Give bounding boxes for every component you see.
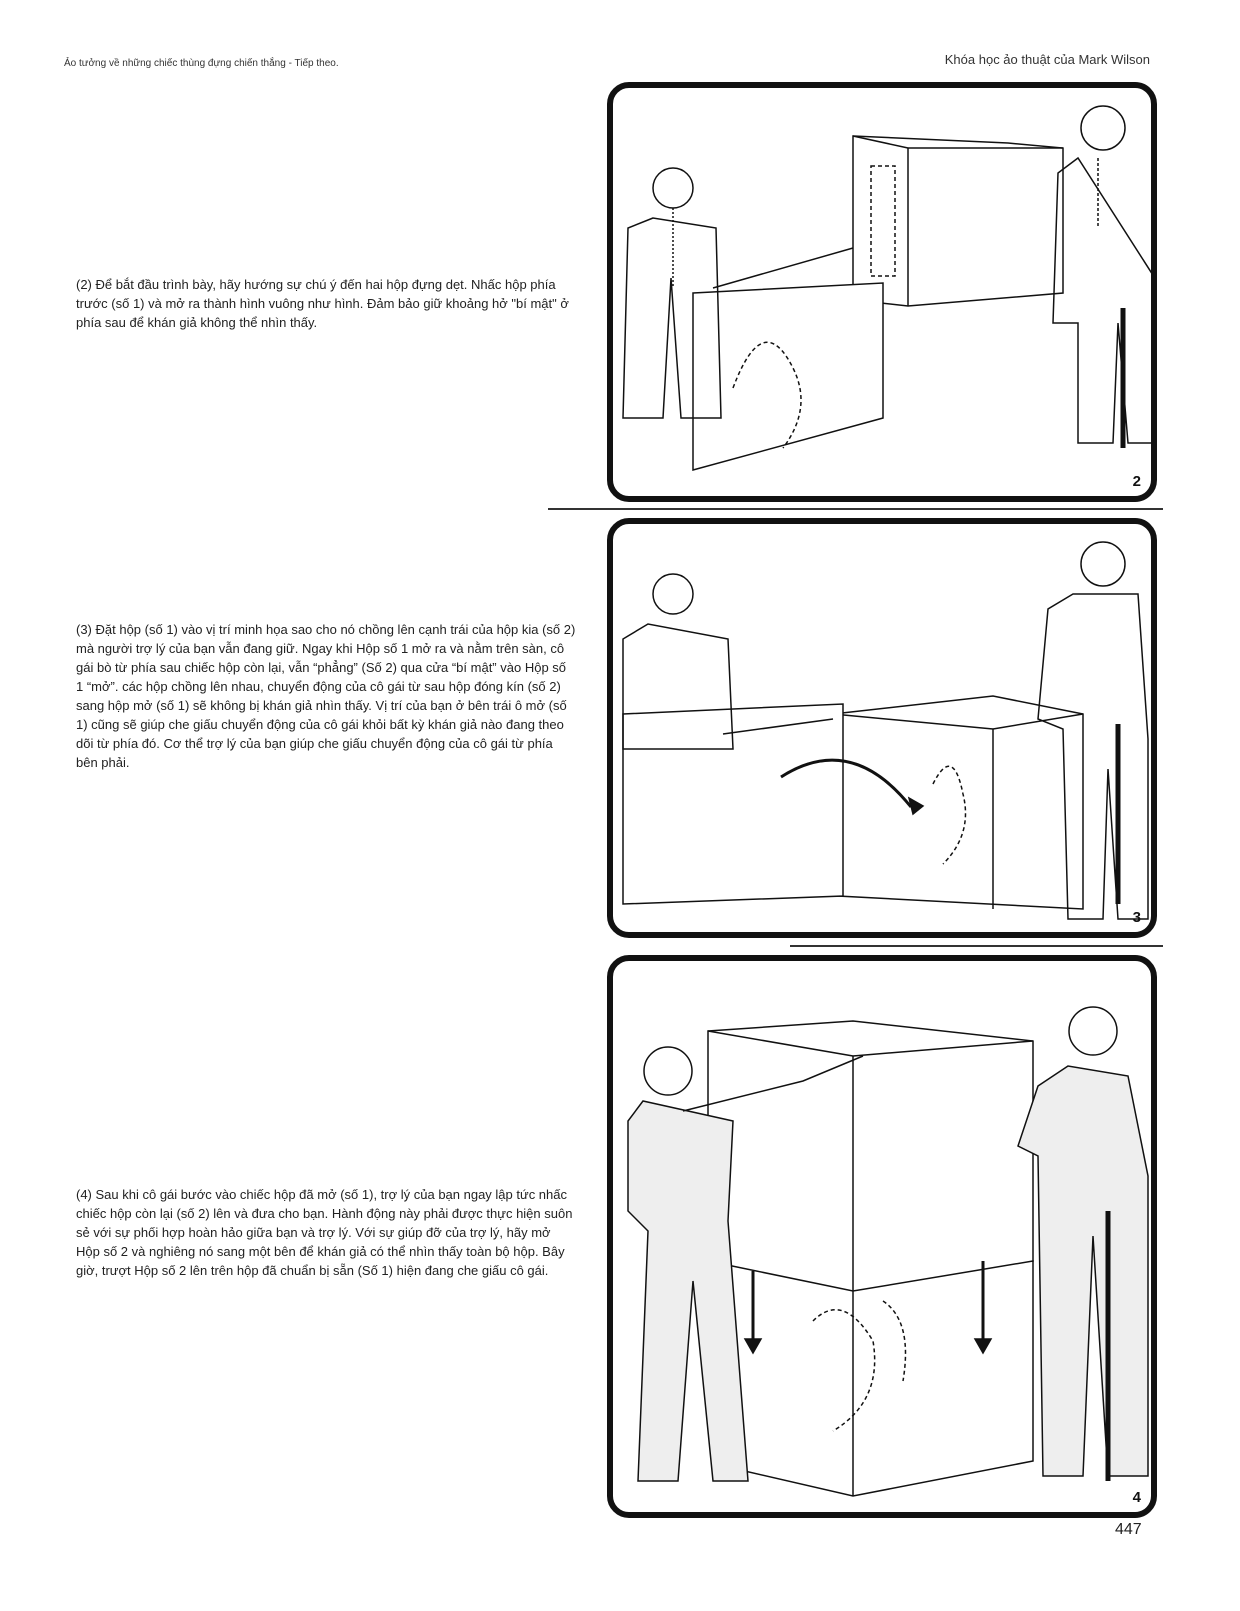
- illustration-panel-2: [607, 82, 1157, 502]
- page-number: 447: [1115, 1521, 1142, 1538]
- panel-number-3: 3: [1132, 909, 1141, 926]
- illustration-3-drawing: [613, 524, 1151, 932]
- step-3-text: (3) Đặt hộp (số 1) vào vị trí minh họa sao cho nó chồng lên cạnh trái của hộp kia (số 2) mà người trợ lý của bạn vẫn đang giữ. Ngay khi Hộp số 1 mở ra và nằm trên sàn, cô gái bò từ phía sau chiếc hộp còn lại, vẫn “phẳng” (Số 2) qua cửa “bí mật” vào Hộp số 1 “mở”. các hộp chồng lên nhau, chuyển động của cô gái từ sau hộp đóng kín (số 2) sang hộp mở (số 1) sẽ không bị khán giả nhìn thấy. Vị trí của bạn ở bên trái ô mở (số 1) cũng sẽ giúp che giấu chuyển động của cô gái khỏi bất kỳ khán giả nào đang theo dõi từ phía đó. Cơ thể trợ lý của bạn giúp che giấu chuyển động của cô gái từ phía bên phải.: [76, 622, 576, 770]
- running-header-right: Khóa học ảo thuật của Mark Wilson: [944, 52, 1150, 67]
- illustration-panel-4: [607, 955, 1157, 1518]
- section-divider: [790, 945, 1163, 947]
- section-divider: [548, 508, 1163, 510]
- illustration-4-drawing: [613, 961, 1151, 1512]
- step-4-text: (4) Sau khi cô gái bước vào chiếc hộp đã mở (số 1), trợ lý của bạn ngay lập tức nhấc chiếc hộp còn lại (số 2) lên và đưa cho bạn. Hành động này phải được thực hiện suôn sẻ với sự phối hợp hoàn hảo giữa bạn và trợ lý. Với sự giúp đỡ của trợ lý, hãy mở Hộp số 2 và nghiêng nó sang một bên để khán giả có thể nhìn thấy toàn bộ hộp. Bây giờ, trượt Hộp số 2 lên trên hộp đã chuẩn bị sẵn (Số 1) hiện đang che giấu cô gái.: [76, 1187, 573, 1278]
- illustration-2-drawing: [613, 88, 1151, 496]
- running-header-left: Ảo tưởng về những chiếc thùng đựng chiến thắng - Tiếp theo.: [64, 58, 339, 69]
- panel-number-2: 2: [1132, 473, 1141, 490]
- illustration-panel-3: [607, 518, 1157, 938]
- panel-number-4: 4: [1132, 1489, 1141, 1506]
- step-2-text: (2) Để bắt đầu trình bày, hãy hướng sự chú ý đến hai hộp đựng dẹt. Nhấc hộp phía trước (số 1) và mở ra thành hình vuông như hình. Đảm bảo giữ khoảng hở "bí mật" ở phía sau để khán giả không thể nhìn thấy.: [76, 277, 569, 330]
